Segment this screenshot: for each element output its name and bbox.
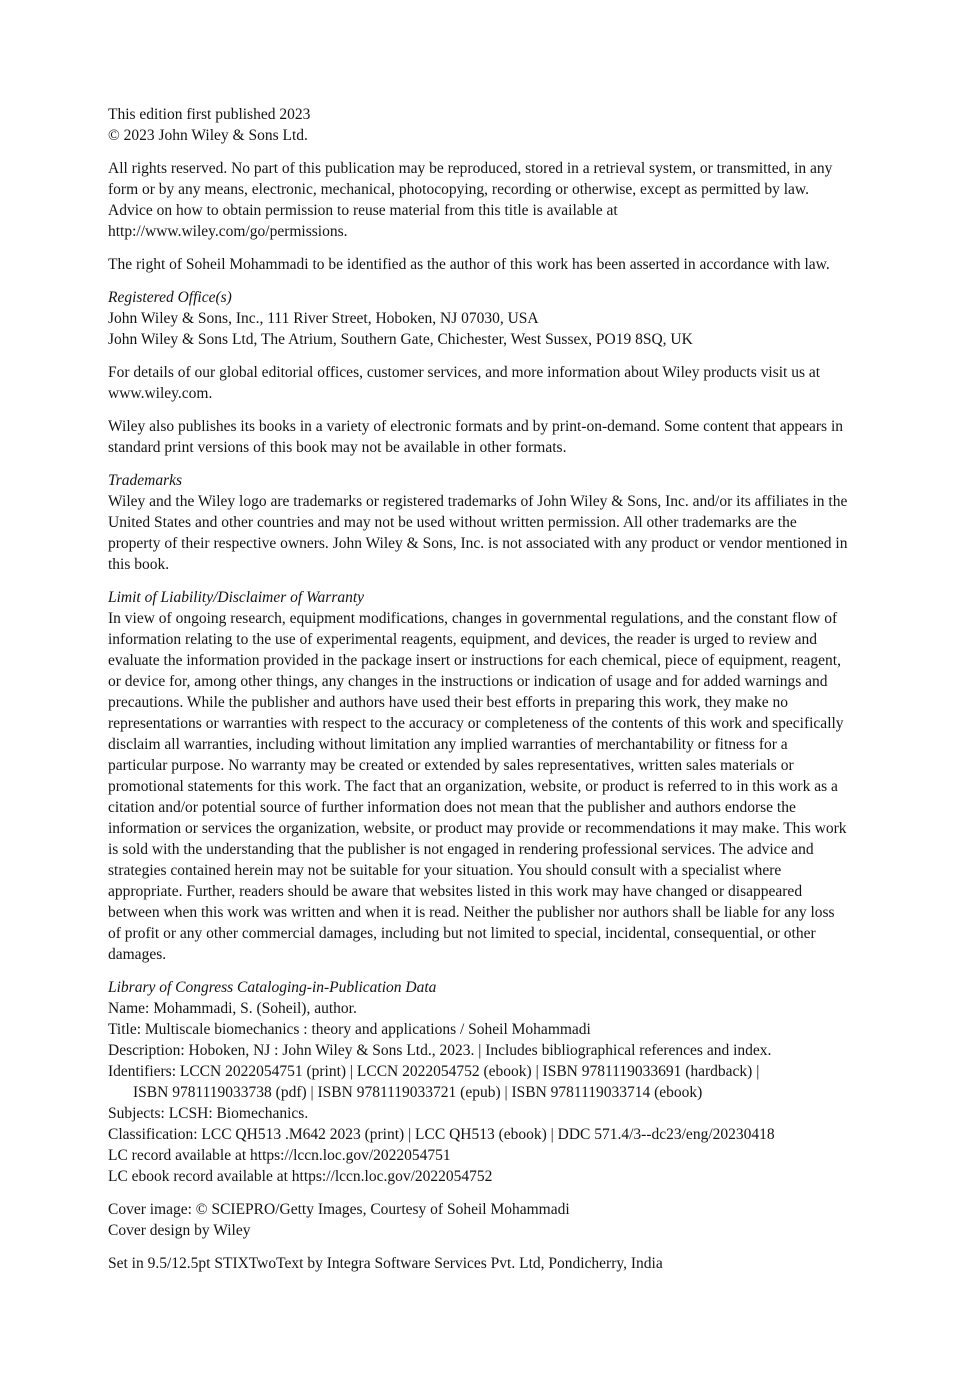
author-assertion-paragraph: The right of Soheil Mohammadi to be identified as the author of this work has been asserted in accordance with law. bbox=[108, 256, 830, 273]
rights-paragraph: All rights reserved. No part of this publication may be reproduced, stored in a retrieval system, or transmitted, in any form or by any means, electronic, mechanical, photocopying, recording or otherwise, except as permitted by law. Advice on how to obtain permission to reuse material from this title is available at http://www.wiley.com/go/permissions. bbox=[108, 160, 833, 240]
edition-line: This edition first published 2023 bbox=[108, 106, 311, 123]
disclaimer-block bbox=[108, 587, 850, 965]
registered-offices-heading: Registered Office(s) bbox=[108, 289, 232, 306]
registered-office-line-usa: John Wiley & Sons, Inc., 111 River Street, Hoboken, NJ 07030, USA bbox=[108, 310, 539, 327]
trademarks-block bbox=[108, 470, 850, 575]
cataloging-line-description: Description: Hoboken, NJ : John Wiley & Sons Ltd., 2023. | Includes bibliographical references and index. bbox=[108, 1042, 772, 1059]
cataloging-line-lc-ebook-record: LC ebook record available at https://lccn.loc.gov/2022054752 bbox=[108, 1168, 493, 1185]
cover-credits-block bbox=[108, 1199, 850, 1241]
cataloging-line-lc-record: LC record available at https://lccn.loc.gov/2022054751 bbox=[108, 1147, 451, 1164]
cataloging-line-classification: Classification: LCC QH513 .M642 2023 (print) | LCC QH513 (ebook) | DDC 571.4/3--dc23/eng/20230418 bbox=[108, 1126, 775, 1143]
cataloging-line-name: Name: Mohammadi, S. (Soheil), author. bbox=[108, 1000, 357, 1017]
cataloging-line-identifiers: Identifiers: LCCN 2022054751 (print) | LCCN 2022054752 (ebook) | ISBN 9781119033691 (hardback) | bbox=[108, 1063, 760, 1080]
edition-block bbox=[108, 104, 850, 146]
cataloging-line-identifiers-continued: ISBN 9781119033738 (pdf) | ISBN 9781119033721 (epub) | ISBN 9781119033714 (ebook) bbox=[133, 1084, 703, 1101]
trademarks-body: Wiley and the Wiley logo are trademarks or registered trademarks of John Wiley & Sons, Inc. and/or its affiliates in the United States and other countries and may not be used without written permission. All other trademarks are the property of their respective owners. John Wiley & Sons, Inc. is not associated with any product or vendor mentioned in this book. bbox=[108, 493, 848, 573]
cover-design-credit: Cover design by Wiley bbox=[108, 1222, 251, 1239]
registered-office-line-uk: John Wiley & Sons Ltd, The Atrium, Southern Gate, Chichester, West Sussex, PO19 8SQ, UK bbox=[108, 331, 693, 348]
registered-offices-block bbox=[108, 287, 850, 350]
copyright-line: © 2023 John Wiley & Sons Ltd. bbox=[108, 127, 308, 144]
cover-image-credit: Cover image: © SCIEPRO/Getty Images, Courtesy of Soheil Mohammadi bbox=[108, 1201, 570, 1218]
trademarks-heading: Trademarks bbox=[108, 472, 183, 489]
editorial-offices-paragraph: For details of our global editorial offices, customer services, and more information about Wiley products visit us at www.wiley.com. bbox=[108, 364, 821, 402]
copyright-page-content bbox=[108, 104, 850, 1274]
cataloging-heading: Library of Congress Cataloging-in-Publication Data bbox=[108, 979, 437, 996]
cataloging-line-subjects: Subjects: LCSH: Biomechanics. bbox=[108, 1105, 309, 1122]
cataloging-line-title: Title: Multiscale biomechanics : theory and applications / Soheil Mohammadi bbox=[108, 1021, 591, 1038]
formats-paragraph: Wiley also publishes its books in a variety of electronic formats and by print-on-demand. Some content that appears in standard print versions of this book may not be available in other formats. bbox=[108, 418, 844, 456]
cataloging-block bbox=[108, 977, 850, 1187]
disclaimer-heading: Limit of Liability/Disclaimer of Warranty bbox=[108, 589, 365, 606]
disclaimer-body: In view of ongoing research, equipment modifications, changes in governmental regulations, and the constant flow of information relating to the use of experimental reagents, equipment, and devices, the reader is urged to review and evaluate the information provided in the package insert or instructions for each chemical, piece of equipment, reagent, or device for, among other things, any changes in the instructions or indication of usage and for added warnings and precautions. While the publisher and authors have used their best efforts in preparing this work, they make no representations or warranties with respect to the accuracy or completeness of the contents of this work and specifically disclaim all warranties, including without limitation any implied warranties of merchantability or fitness for a particular purpose. No warranty may be created or extended by sales representatives, written sales materials or promotional statements for this work. The fact that an organization, website, or product is referred to in this work as a citation and/or potential source of further information does not mean that the publisher and authors endorse the information or services the organization, website, or product may provide or recommendations it may make. This work is sold with the understanding that the publisher is not engaged in rendering professional services. The advice and strategies contained herein may not be suitable for your situation. You should consult with a specialist where appropriate. Further, readers should be aware that websites listed in this work may have changed or disappeared between when this work was written and when it is read. Neither the publisher nor authors shall be liable for any loss of profit or any other commercial damages, including but not limited to special, incidental, consequential, or other damages. bbox=[108, 610, 847, 963]
typesetting-line: Set in 9.5/12.5pt STIXTwoText by Integra Software Services Pvt. Ltd, Pondicherry, India bbox=[108, 1255, 663, 1272]
